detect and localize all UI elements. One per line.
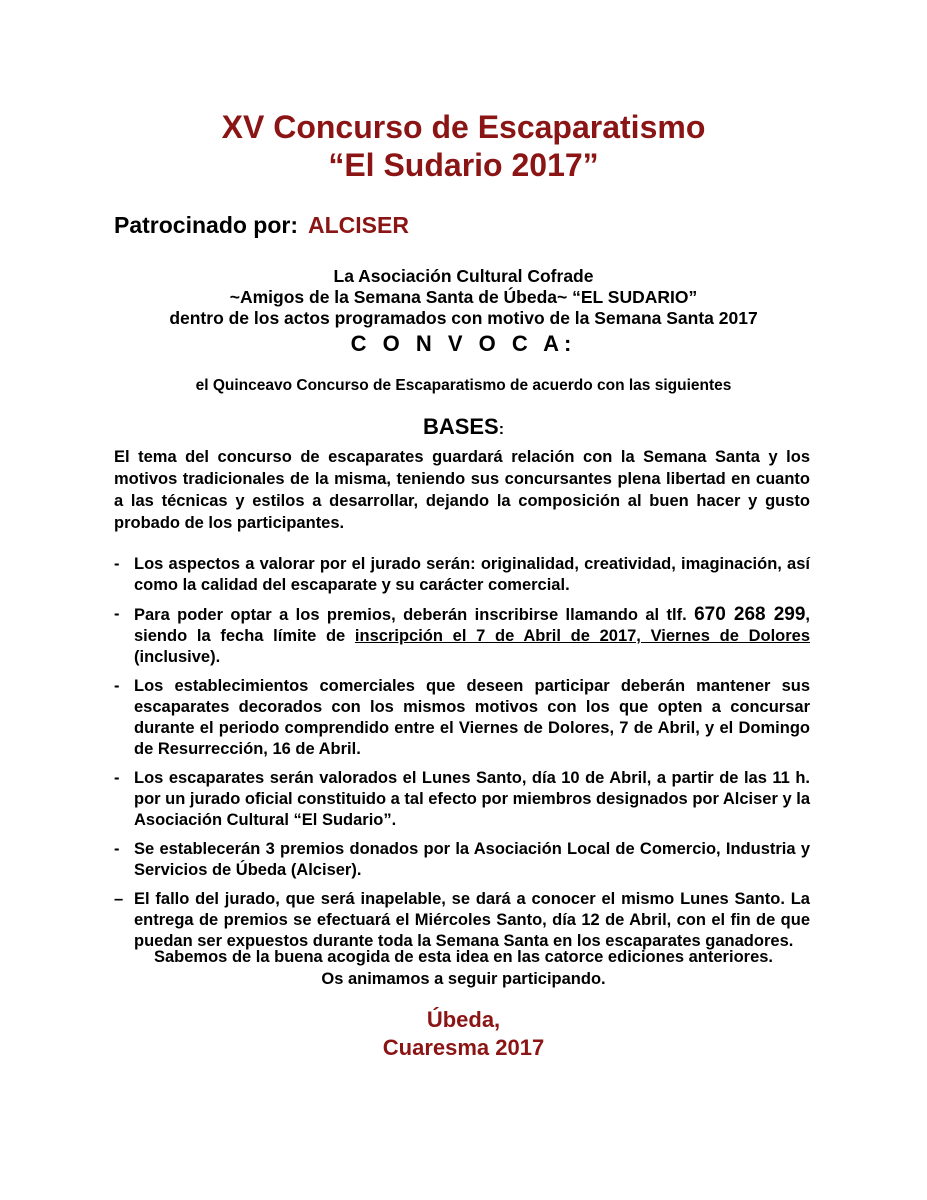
- title-line-1: XV Concurso de Escaparatismo: [221, 109, 706, 145]
- registration-text-c: (inclusive).: [134, 648, 221, 666]
- closing-line-2: Os animamos a seguir participando.: [321, 970, 606, 988]
- list-item: [114, 604, 810, 668]
- list-item-text: El fallo del jurado, que será inapelable, se dará a conocer el mismo Lunes Santo. La entrega de premios se efectuará el Miércoles Santo, día 12 de Abril, con el fin de que puedan ser expuestos durante toda la Semana Santa en los escaparates ganadores.: [134, 890, 810, 950]
- sponsor-name: ALCISER: [308, 212, 409, 238]
- list-item: [114, 839, 810, 881]
- list-item: [114, 554, 810, 596]
- list-bullet: -: [114, 769, 120, 787]
- closing-line-1: Sabemos de la buena acogida de esta idea en las catorce ediciones anteriores.: [154, 948, 773, 966]
- list-bullet: -: [114, 555, 120, 573]
- list-item-text: Se establecerán 3 premios donados por la Asociación Local de Comercio, Industria y Servicios de Úbeda (Alciser).: [134, 840, 810, 879]
- phone-number: 670 268 299: [694, 604, 806, 625]
- deadline-text: inscripción el 7 de Abril de 2017, Viernes de Dolores: [354, 627, 811, 645]
- registration-text-b: , siendo la fecha límite de: [134, 606, 810, 645]
- place-line: Úbeda,: [426, 1007, 501, 1032]
- date-line: Cuaresma 2017: [382, 1035, 545, 1060]
- list-item: [114, 676, 810, 760]
- convoca-heading: C O N V O C A:: [350, 331, 577, 356]
- list-bullet: -: [114, 605, 120, 623]
- organizer-line-2: ~Amigos de la Semana Santa de Úbeda~ “EL SUDARIO”: [229, 287, 698, 307]
- list-bullet: –: [114, 890, 124, 908]
- theme-paragraph: El tema del concurso de escaparates guardará relación con la Semana Santa y los motivos tradicionales de la misma, teniendo sus concursantes plena libertad en cuanto a las técnicas y estilos a desarrollar, dejando la composición al buen hacer y gusto probado de los participantes.: [114, 448, 810, 532]
- list-bullet: -: [114, 840, 120, 858]
- sponsor-line: [114, 212, 409, 239]
- list-item: [114, 768, 810, 831]
- list-item-text: [134, 604, 810, 668]
- registration-text-a: Para poder optar a los premios, deberán inscribirse llamando al tlf.: [134, 606, 695, 624]
- organizer-line-3: dentro de los actos programados con motivo de la Semana Santa 2017: [169, 308, 758, 328]
- list-item-text: Los escaparates serán valorados el Lunes Santo, día 10 de Abril, a partir de las 11 h. por un jurado oficial constituido a tal efecto por miembros designados por Alciser y la Asociación Cultural “El Sudario”.: [134, 769, 811, 829]
- title-line-2: “El Sudario 2017”: [328, 147, 599, 183]
- place-date-block: [0, 1006, 927, 1062]
- organizer-line-1: La Asociación Cultural Cofrade: [333, 266, 594, 286]
- rules-list: [114, 554, 810, 960]
- bases-heading: [0, 414, 927, 440]
- bases-heading-text: BASES: [422, 414, 499, 439]
- list-item-text: Los aspectos a valorar por el jurado serán: originalidad, creatividad, imaginación, así como la calidad del escaparate y su carácter comercial.: [134, 555, 810, 594]
- list-item: [114, 889, 810, 952]
- list-bullet: -: [114, 677, 120, 695]
- organizer-block: [0, 266, 927, 329]
- intro-line: el Quinceavo Concurso de Escaparatismo de acuerdo con las siguientes: [195, 377, 732, 394]
- document-title: [0, 108, 927, 184]
- bases-heading-colon: :: [498, 421, 505, 438]
- closing-block: [0, 946, 927, 990]
- list-item-text: Los establecimientos comerciales que deseen participar deberán mantener sus escaparates decorados con los mismos motivos con los que opten a concursar durante el periodo comprendido entre el Viernes de Dolores, 7 de Abril, y el Domingo de Resurrección, 16 de Abril.: [134, 677, 810, 758]
- sponsor-label: Patrocinado por:: [114, 212, 299, 238]
